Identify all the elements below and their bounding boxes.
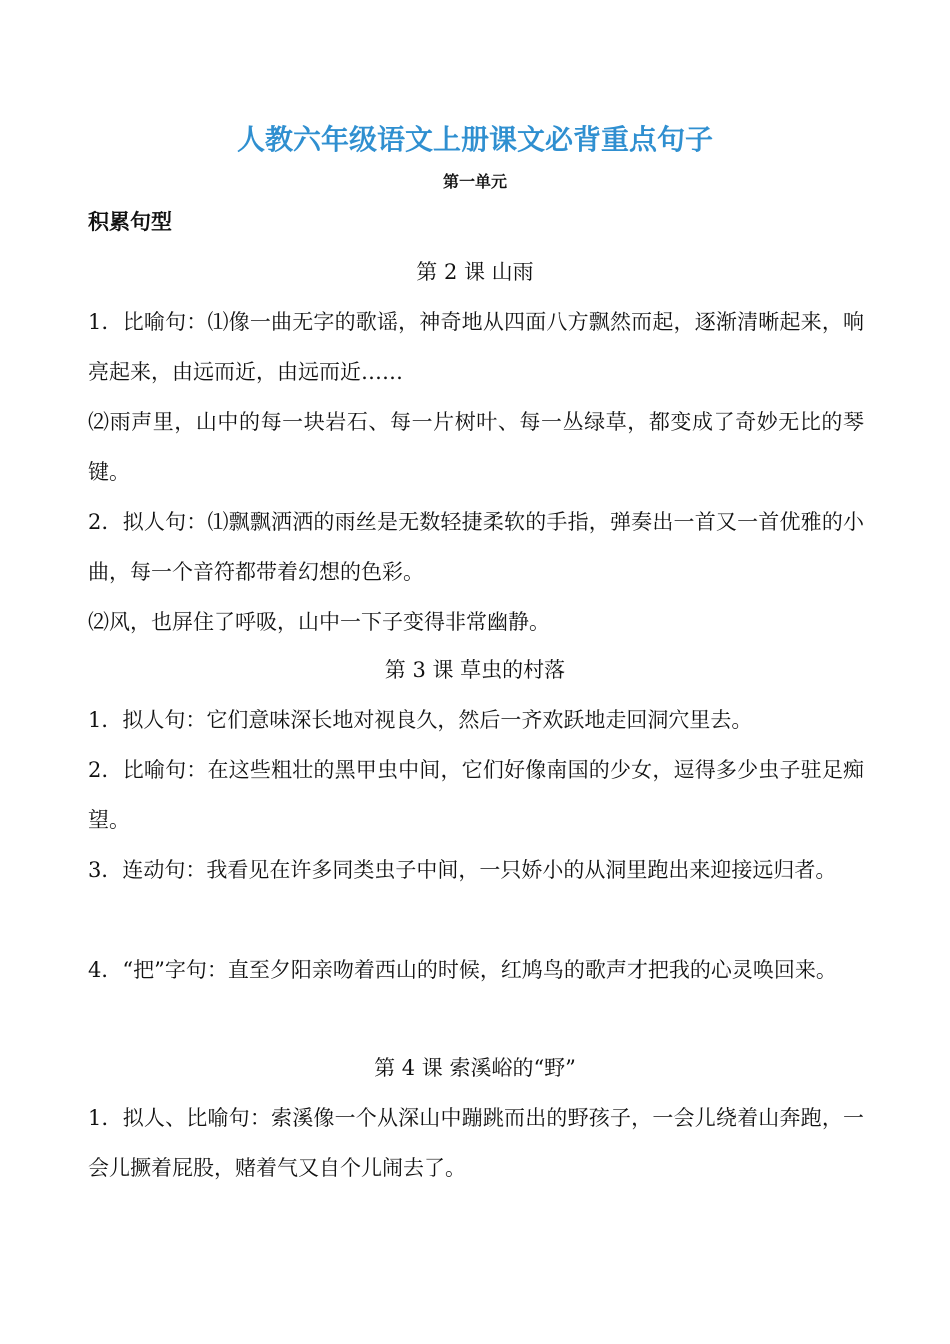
lesson-heading: 第 4 课 索溪峪的“野”: [374, 1056, 576, 1080]
paragraph: ⑵风，也屏住了呼吸，山中一下子变得非常幽静。: [88, 610, 550, 634]
paragraph: 4．“把”字句：直至夕阳亲吻着西山的时候，红鸠鸟的歌声才把我的心灵唤回来。: [88, 958, 837, 982]
paragraph: 1．拟人句：它们意味深长地对视良久，然后一齐欢跃地走回洞穴里去。: [88, 708, 753, 732]
lesson-heading: 第 2 课 山雨: [416, 260, 534, 284]
section-heading: 积累句型: [88, 210, 172, 234]
paragraph: 1．比喻句：⑴像一曲无字的歌谣，神奇地从四面八方飘然而起，逐渐清晰起来，响亮起来，由远而近，由远而近……: [88, 310, 864, 384]
paragraph: ⑵雨声里，山中的每一块岩石、每一片树叶、每一丛绿草，都变成了奇妙无比的琴键。: [88, 410, 864, 484]
paragraph: 1．拟人、比喻句：索溪像一个从深山中蹦跳而出的野孩子，一会儿绕着山奔跑，一会儿撅着屁股，赌着气又自个儿闹去了。: [88, 1106, 864, 1180]
paragraph: 2．拟人句：⑴飘飘洒洒的雨丝是无数轻捷柔软的手指，弹奏出一首又一首优雅的小曲，每一个音符都带着幻想的色彩。: [88, 510, 864, 584]
paragraph: 2．比喻句：在这些粗壮的黑甲虫中间，它们好像南国的少女，逗得多少虫子驻足痴望。: [88, 758, 864, 832]
lesson-heading: 第 3 课 草虫的村落: [384, 658, 566, 682]
paragraph: 3．连动句：我看见在许多同类虫子中间，一只娇小的从洞里跑出来迎接远归者。: [88, 858, 837, 882]
unit-heading: 第一单元: [442, 172, 507, 191]
document-title: 人教六年级语文上册课文必背重点句子: [236, 123, 713, 156]
